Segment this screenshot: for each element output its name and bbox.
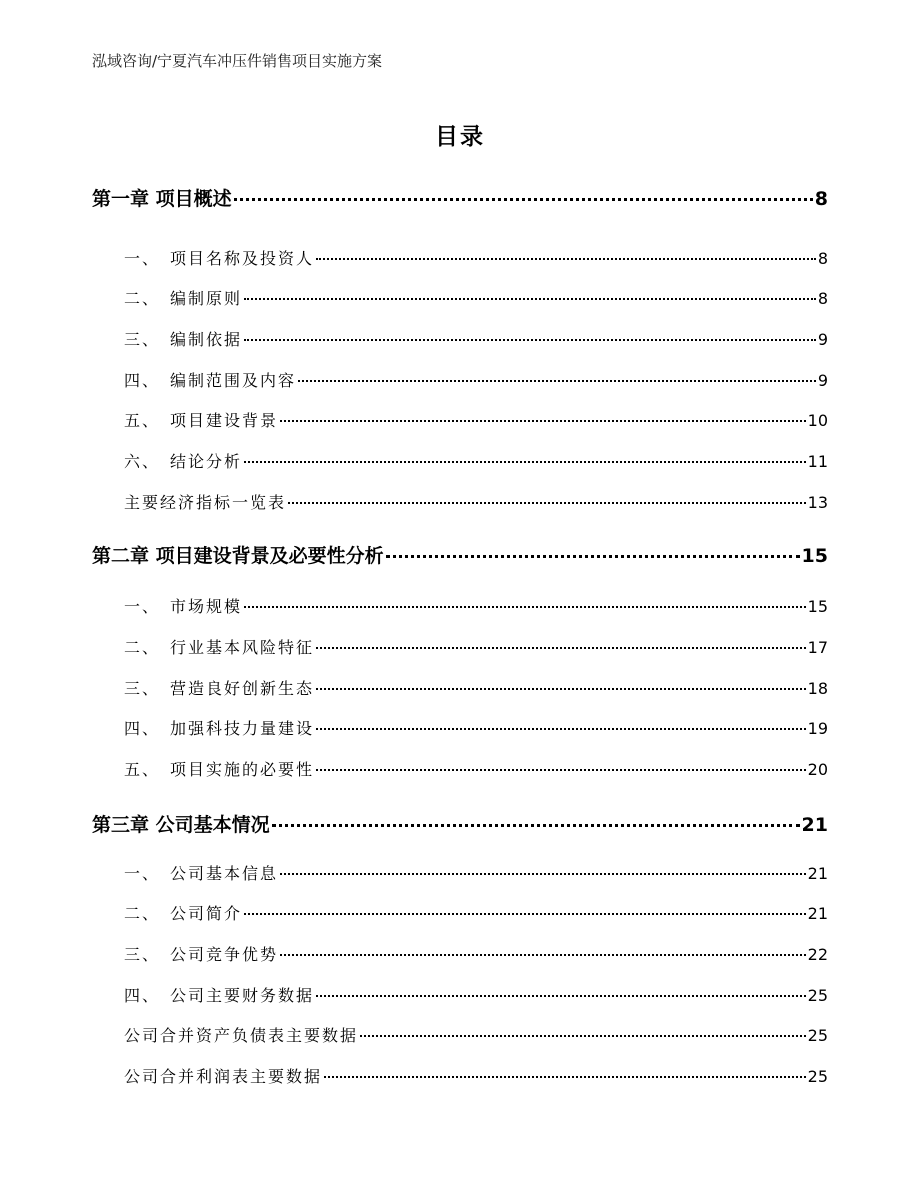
- toc-entry-label: 公司合并资产负债表主要数据: [124, 1026, 359, 1045]
- toc-entry-label: 编制原则: [170, 289, 243, 308]
- toc-entry-label: 公司主要财务数据: [170, 986, 315, 1005]
- toc-entry-number: 三、: [124, 679, 161, 698]
- toc-entry[interactable]: [92, 901, 828, 924]
- toc-entry-label: 编制依据: [170, 330, 243, 349]
- toc-entry-number: 四、: [124, 719, 161, 738]
- toc-entry[interactable]: [92, 368, 828, 391]
- dot-leader: [244, 606, 806, 608]
- dot-leader: [386, 555, 800, 558]
- dot-leader: [324, 1076, 806, 1078]
- toc-entry[interactable]: [92, 716, 828, 739]
- toc-entry-label: 主要经济指标一览表: [124, 493, 287, 512]
- toc-entry-label: 第二章 项目建设背景及必要性分析: [92, 545, 384, 567]
- toc-entry-label: 编制范围及内容: [170, 371, 297, 390]
- toc-entry[interactable]: [92, 635, 828, 658]
- toc-page-number: 20: [807, 760, 828, 779]
- toc-entry-number: 一、: [124, 249, 161, 268]
- toc-page-number: 15: [801, 545, 828, 567]
- dot-leader: [280, 420, 806, 422]
- toc-entry[interactable]: [92, 861, 828, 884]
- toc-entry[interactable]: [92, 408, 828, 431]
- dot-leader: [244, 298, 816, 300]
- toc-entry-label: 公司基本信息: [170, 864, 279, 883]
- toc-entry-label: 行业基本风险特征: [170, 638, 315, 657]
- toc-entry-number: 五、: [124, 760, 161, 779]
- toc-entry[interactable]: [92, 676, 828, 699]
- toc-entry-label: 加强科技力量建设: [170, 719, 315, 738]
- toc-entry-number: 二、: [124, 289, 161, 308]
- toc-entry-label: 项目实施的必要性: [170, 760, 315, 779]
- toc-entry[interactable]: [92, 1064, 828, 1087]
- dot-leader: [288, 502, 806, 504]
- toc-entry-number: 三、: [124, 945, 161, 964]
- dot-leader: [272, 824, 800, 827]
- toc-entry-number: 三、: [124, 330, 161, 349]
- dot-leader: [280, 873, 806, 875]
- toc-page-number: 9: [817, 330, 828, 349]
- dot-leader: [244, 461, 806, 463]
- toc-entry[interactable]: [92, 983, 828, 1006]
- toc-entry[interactable]: [92, 286, 828, 309]
- toc-page-number: 8: [817, 289, 828, 308]
- toc-entry-label: 结论分析: [170, 452, 243, 471]
- toc-chapter-2[interactable]: [92, 541, 828, 568]
- toc-entry-label: 市场规模: [170, 597, 243, 616]
- toc-page-number: 21: [801, 814, 828, 836]
- dot-leader: [280, 954, 806, 956]
- toc-page-number: 8: [817, 249, 828, 268]
- dot-leader: [316, 995, 806, 997]
- dot-leader: [316, 688, 806, 690]
- toc-page-number: 10: [807, 411, 828, 430]
- toc-page-number: 21: [807, 904, 828, 923]
- dot-leader: [298, 380, 816, 382]
- toc-page-number: 11: [807, 452, 828, 471]
- dot-leader: [244, 913, 806, 915]
- dot-leader: [316, 728, 806, 730]
- dot-leader: [316, 647, 806, 649]
- toc-entry[interactable]: [92, 757, 828, 780]
- toc-page-number: 13: [807, 493, 828, 512]
- toc-page-number: 21: [807, 864, 828, 883]
- toc-page-number: 22: [807, 945, 828, 964]
- toc-entry-label: 公司简介: [170, 904, 243, 923]
- dot-leader: [316, 769, 806, 771]
- toc-entry[interactable]: [92, 327, 828, 350]
- toc-entry[interactable]: [92, 1023, 828, 1046]
- toc-page-number: 25: [807, 986, 828, 1005]
- toc-entry-number: 四、: [124, 371, 161, 390]
- toc-entry-number: 二、: [124, 904, 161, 923]
- toc-entry[interactable]: [92, 246, 828, 269]
- page-header: 泓域咨询/宁夏汽车冲压件销售项目实施方案: [92, 52, 383, 70]
- toc-page-number: 25: [807, 1067, 828, 1086]
- toc-entry[interactable]: [92, 942, 828, 965]
- toc-entry-number: 二、: [124, 638, 161, 657]
- toc-page-number: 15: [807, 597, 828, 616]
- toc-entry[interactable]: [92, 594, 828, 617]
- toc-page-number: 18: [807, 679, 828, 698]
- dot-leader: [316, 258, 816, 260]
- toc-entry-label: 公司竞争优势: [170, 945, 279, 964]
- toc-entry[interactable]: [92, 490, 828, 513]
- toc-entry-label: 公司合并利润表主要数据: [124, 1067, 323, 1086]
- toc-entry-label: 项目名称及投资人: [170, 249, 315, 268]
- toc-page-number: 8: [814, 188, 828, 210]
- toc-entry-label: 第一章 项目概述: [92, 188, 232, 210]
- toc-page-number: 9: [817, 371, 828, 390]
- dot-leader: [234, 198, 813, 201]
- toc-entry-label: 营造良好创新生态: [170, 679, 315, 698]
- toc-entry-number: 四、: [124, 986, 161, 1005]
- toc-entry-number: 一、: [124, 597, 161, 616]
- toc-entry-label: 第三章 公司基本情况: [92, 814, 270, 836]
- toc-entry-number: 五、: [124, 411, 161, 430]
- toc-page-number: 25: [807, 1026, 828, 1045]
- toc-chapter-3[interactable]: [92, 810, 828, 837]
- toc-entry-number: 六、: [124, 452, 161, 471]
- dot-leader: [244, 339, 816, 341]
- dot-leader: [360, 1035, 806, 1037]
- toc-page-number: 17: [807, 638, 828, 657]
- toc-chapter-1[interactable]: [92, 184, 828, 211]
- toc-entry-number: 一、: [124, 864, 161, 883]
- toc-title: 目录: [435, 124, 485, 150]
- toc-entry-label: 项目建设背景: [170, 411, 279, 430]
- toc-page-number: 19: [807, 719, 828, 738]
- toc-entry[interactable]: [92, 449, 828, 472]
